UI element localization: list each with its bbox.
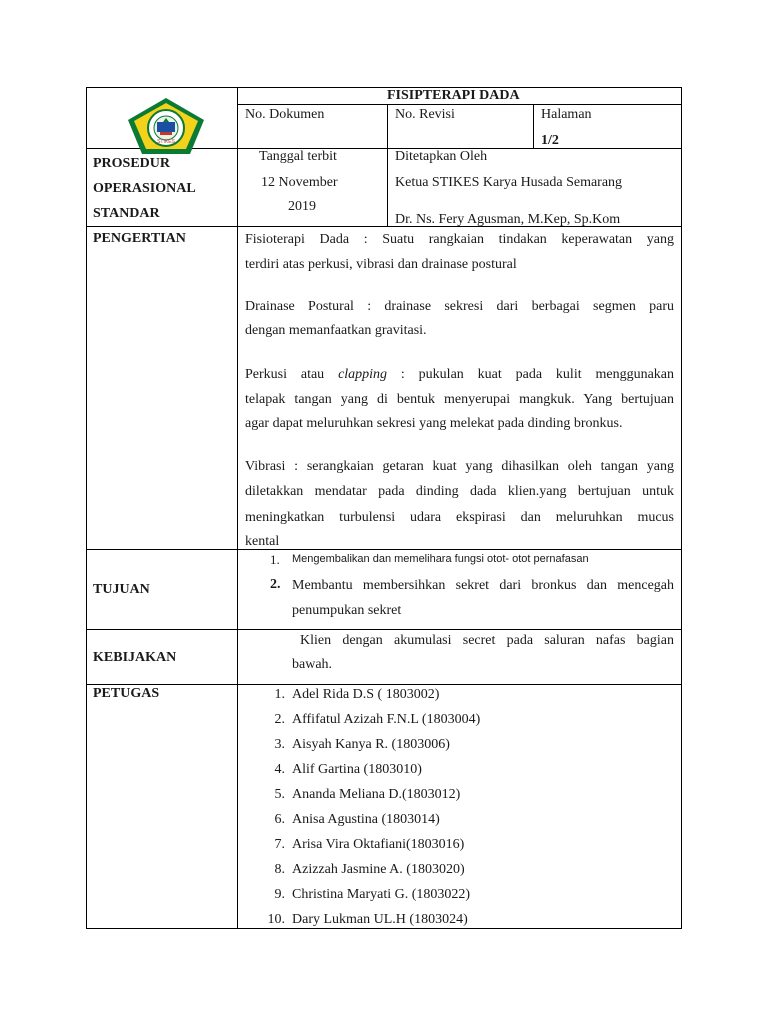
list-item: [274, 782, 480, 807]
list-item: [274, 807, 480, 832]
list-item: [267, 907, 480, 932]
list-item-number: 3.: [274, 737, 285, 752]
pengertian-p1-line1: Fisioterapi Dada : Suatu rangkaian tindakan keperawatan yang: [245, 232, 674, 247]
page-label: Halaman: [541, 107, 592, 122]
list-item-number: 9.: [274, 887, 285, 902]
pengertian-p3-line2: telapak tangan yang di bentuk menyerupai mangkuk. Yang bertujuan: [245, 392, 674, 407]
list-item: [274, 882, 480, 907]
list-item-name: Dary Lukman UL.H (1803024): [292, 912, 468, 927]
tujuan-item1-number: 1.: [270, 552, 280, 567]
list-item-name: Arisa Vira Oktafiani(1803016): [292, 837, 465, 852]
list-item: [274, 857, 480, 882]
pengertian-p4-line1: Vibrasi : serangkaian getaran kuat yang dihasilkan oleh tangan yang: [245, 459, 674, 474]
section-label-kebijakan: KEBIJAKAN: [93, 650, 177, 665]
list-item-number: 10.: [267, 912, 285, 927]
svg-text:STIKES: STIKES: [157, 139, 175, 145]
border-pengertian-bottom: [86, 549, 682, 550]
section-label-pengertian: PENGERTIAN: [93, 231, 186, 246]
border-header-col2: [387, 104, 388, 226]
list-item-number: 6.: [274, 812, 285, 827]
list-item-number: 1.: [274, 687, 285, 702]
pengertian-p3-line1: [245, 367, 674, 383]
tujuan-item1: Mengembalikan dan memelihara fungsi otot- otot pernafasan: [292, 553, 589, 565]
tujuan-item2-line2: penumpukan sekret: [292, 603, 402, 618]
kebijakan-line1: Klien dengan akumulasi secret pada saluran nafas bagian: [300, 633, 674, 648]
list-item: [274, 757, 480, 782]
border-tujuan-bottom: [86, 629, 682, 630]
list-item-number: 4.: [274, 762, 285, 777]
revision-label: No. Revisi: [395, 107, 455, 122]
approver-name: Dr. Ns. Fery Agusman, M.Kep, Sp.Kom: [395, 212, 621, 227]
stikes-logo: [126, 96, 206, 156]
list-item-number: 5.: [274, 787, 285, 802]
sop-title-line3: STANDAR: [93, 206, 160, 221]
pengertian-p4-line3: meningkatkan turbulensi udara ekspirasi dan meluruhkan mucus: [245, 510, 674, 525]
list-item-name: Adel Rida D.S ( 1803002): [292, 687, 440, 702]
issued-date-line2: 2019: [288, 199, 316, 214]
list-item: [274, 707, 481, 732]
approver-position: Ketua STIKES Karya Husada Semarang: [395, 175, 623, 190]
pengertian-p1-line2: terdiri atas perkusi, vibrasi dan drainase postural: [245, 257, 517, 272]
doc-number-label: No. Dokumen: [245, 107, 325, 122]
list-item-number: 7.: [274, 837, 285, 852]
p3-pre: Perkusi atau: [245, 367, 339, 382]
border-label-column: [237, 87, 238, 928]
page-value: 1/2: [541, 133, 559, 148]
issued-date-line1: 12 November: [261, 175, 338, 190]
list-item-name: Affifatul Azizah F.N.L (1803004): [292, 712, 481, 727]
section-label-tujuan: TUJUAN: [93, 582, 150, 597]
list-item-name: Ananda Meliana D.(1803012): [292, 787, 461, 802]
list-item-name: Aisyah Kanya R. (1803006): [292, 737, 450, 752]
pengertian-p3-line3: agar dapat meluruhkan sekresi yang melekat pada dinding bronkus.: [245, 416, 623, 431]
sop-title-line2: OPERASIONAL: [93, 181, 196, 196]
border-left: [86, 87, 87, 929]
border-header-col3: [533, 104, 534, 148]
list-item-name: Alif Gartina (1803010): [292, 762, 422, 777]
list-item-name: Azizzah Jasmine A. (1803020): [292, 862, 465, 877]
list-item-number: 8.: [274, 862, 285, 877]
pengertian-p4-line4: kental: [245, 534, 280, 549]
pengertian-p2-line1: Drainase Postural : drainase sekresi dari berbagai segmen paru: [245, 299, 674, 314]
approved-by-label: Ditetapkan Oleh: [395, 149, 488, 164]
issued-label: Tanggal terbit: [259, 149, 337, 164]
list-item: [274, 732, 480, 757]
sop-title-line1: PROSEDUR: [93, 156, 171, 171]
list-item-name: Christina Maryati G. (1803022): [292, 887, 471, 902]
tujuan-item2-number: 2.: [270, 577, 281, 592]
p3-post: : pukulan kuat pada kulit menggunakan: [387, 367, 674, 382]
pengertian-p4-line2: diletakkan mendatar pada dinding dada klien.yang bertujuan untuk: [245, 484, 674, 499]
p3-italic-term: clapping: [338, 367, 388, 382]
kebijakan-line2: bawah.: [292, 657, 333, 672]
tujuan-item2-line1: Membantu membersihkan sekret dari bronkus dan mencegah: [292, 578, 674, 593]
list-item: [274, 682, 480, 707]
section-label-petugas: PETUGAS: [93, 686, 160, 701]
pengertian-p2-line2: dengan memanfaatkan gravitasi.: [245, 323, 427, 338]
border-title-bottom: [237, 104, 682, 105]
list-item-name: Anisa Agustina (1803014): [292, 812, 440, 827]
list-item: [274, 832, 480, 857]
border-right: [681, 87, 682, 929]
petugas-list: [267, 682, 481, 932]
document-title: FISIPTERAPI DADA: [387, 88, 520, 103]
border-top: [86, 87, 682, 88]
list-item-number: 2.: [274, 712, 285, 727]
